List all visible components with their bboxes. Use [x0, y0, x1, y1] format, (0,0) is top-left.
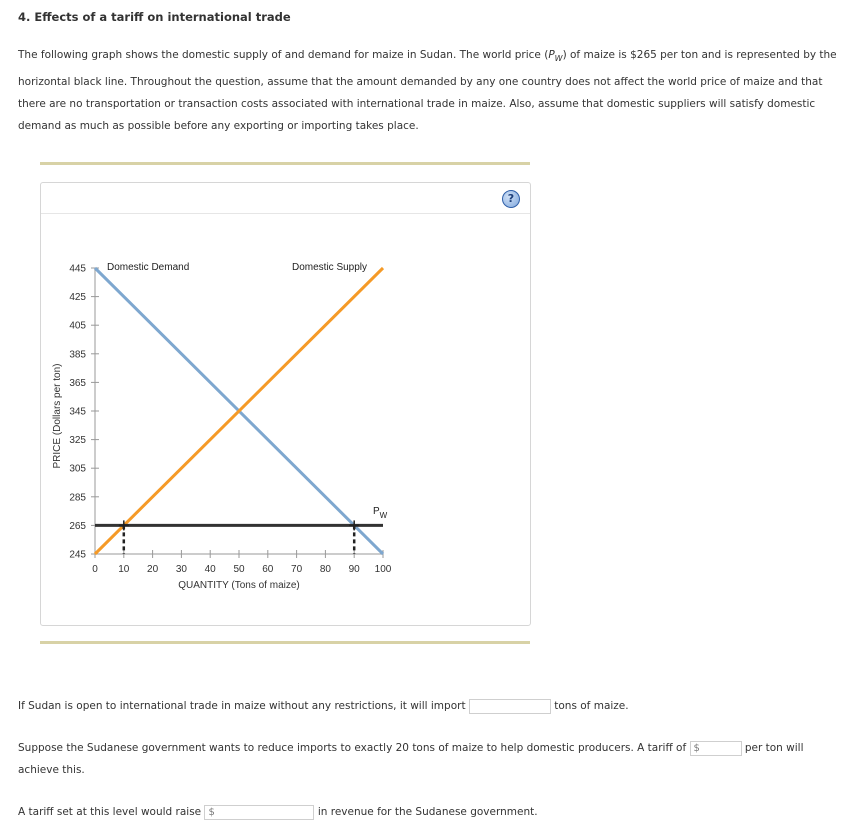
tariff-prompt-continuation: achieve this. [18, 764, 85, 776]
imports-prompt-text: If Sudan is open to international trade in maize without any restrictions, it will import [18, 700, 466, 712]
y-tick-label: 345 [69, 406, 86, 418]
question-revenue [18, 801, 538, 823]
x-tick-label: 70 [291, 564, 303, 575]
y-tick-label: 245 [69, 549, 86, 561]
world-price-label: $P_W$ [373, 506, 388, 520]
x-tick-label: 40 [204, 564, 216, 575]
domestic-supply-label: Domestic Supply [292, 262, 368, 273]
y-axis-title: PRICE (Dollars per ton) [52, 363, 63, 469]
question-tariff [18, 737, 840, 781]
x-axis-title: QUANTITY (Tons of maize) [178, 580, 300, 591]
domestic-demand-label: Domestic Demand [107, 262, 190, 273]
x-tick-label: 80 [319, 564, 331, 575]
x-tick-label: 10 [118, 564, 130, 575]
divider-bottom [40, 641, 530, 644]
imports-unit-text: tons of maize. [554, 700, 629, 712]
y-tick-label: 445 [69, 263, 86, 275]
x-tick-label: 100 [374, 564, 392, 575]
tariff-unit-text: per ton will [744, 742, 804, 754]
x-tick-label: 50 [233, 564, 245, 575]
intro-text-post: ) of maize is $265 per ton and is represented by the horizontal black line. Throughout the question, assume that the amount demanded by any one country does not affect the world price of maize and that there are no transportation or transaction costs associated with international trade in maize. Also, assume that domestic suppliers will satisfy domestic demand as much as possible before any exporting or importing takes place. [18, 49, 837, 133]
help-question-icon[interactable]: ? [502, 190, 520, 208]
dollar-sign: $ [208, 806, 215, 818]
tariff-amount-input[interactable] [690, 741, 742, 756]
tariff-prompt-text: Suppose the Sudanese government wants to reduce imports to exactly 20 tons of maize to help domestic producers. A tariff of [18, 742, 687, 754]
y-tick-label: 365 [69, 377, 86, 389]
dollar-sign: $ [693, 742, 700, 754]
intro-text-pre: The following graph shows the domestic supply of and demand for maize in Sudan. The world price ( [18, 49, 549, 61]
x-tick-label: 0 [92, 564, 98, 575]
imports-quantity-input[interactable] [469, 699, 551, 714]
y-tick-label: 385 [69, 349, 86, 361]
x-tick-label: 90 [348, 564, 360, 575]
y-tick-label: 425 [69, 292, 86, 304]
tariff-revenue-input[interactable] [204, 805, 314, 820]
question-imports [18, 695, 629, 717]
y-tick-label: 285 [69, 492, 86, 504]
pw-symbol: $P_W$ [548, 49, 563, 64]
x-tick-label: 30 [175, 564, 187, 575]
question-title: 4. Effects of a tariff on international trade [18, 10, 291, 24]
y-tick-label: 325 [69, 435, 86, 447]
x-tick-label: 60 [262, 564, 274, 575]
y-tick-label: 305 [69, 463, 86, 475]
x-tick-label: 20 [147, 564, 159, 575]
revenue-prompt-text: A tariff set at this level would raise [18, 806, 202, 818]
y-tick-label: 405 [69, 320, 86, 332]
y-tick-label: 265 [69, 520, 86, 532]
revenue-unit-text: in revenue for the Sudanese government. [317, 806, 538, 818]
